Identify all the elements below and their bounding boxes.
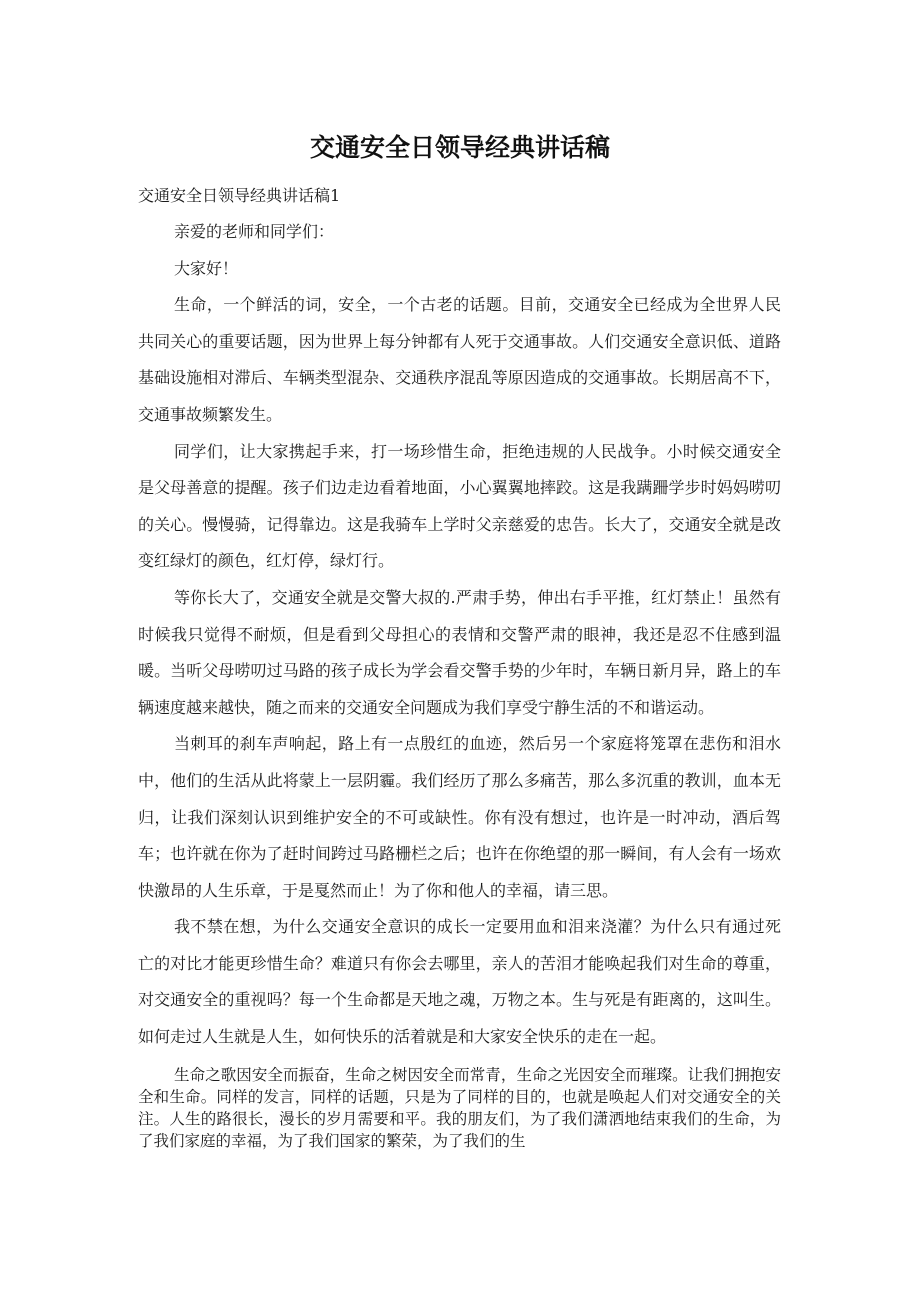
paragraph-2: 同学们，让大家携起手来，打一场珍惜生命，拒绝违规的人民战争。小时候交通安全是父母善意的提醒。孩子们边走边看着地面，小心翼翼地摔跤。这是我蹒跚学步时妈妈唠叨的关心。慢慢骑，记得靠边。这是我骑车上学时父亲慈爱的忠告。长大了，交通安全就是改变红绿灯的颜色，红灯停，绿灯行。: [138, 441, 781, 571]
document-body: [138, 178, 781, 1152]
paragraph-3: 等你长大了，交通安全就是交警大叔的.严肃手势，伸出右手平推，红灯禁止！虽然有时候我只觉得不耐烦，但是看到父母担心的表情和交警严肃的眼神，我还是忍不住感到温暖。当听父母唠叨过马路的孩子成长为学会看交警手势的少年时，车辆日新月异，路上的车辆速度越来越快，随之而来的交通安全问题成为我们享受宁静生活的不和谐运动。: [138, 587, 781, 717]
greeting-line: 亲爱的老师和同学们：: [174, 222, 335, 241]
paragraph-1: 生命，一个鲜活的词，安全，一个古老的话题。目前，交通安全已经成为全世界人民共同关心的重要话题，因为世界上每分钟都有人死于交通事故。人们交通安全意识低、道路基础设施相对滞后、车辆类型混杂、交通秩序混乱等原因造成的交通事故。长期居高不下，交通事故频繁发生。: [138, 295, 781, 424]
paragraph-6: 生命之歌因安全而振奋，生命之树因安全而常青，生命之光因安全而璀璨。让我们拥抱安全和生命。同样的发言，同样的话题，只是为了同样的目的，也就是唤起人们对交通安全的关注。人生的路很长，漫长的岁月需要和平。我的朋友们，为了我们潇洒地结束我们的生命，为了我们家庭的幸福，为了我们国家的繁荣，为了我们的生: [138, 1065, 781, 1150]
paragraph-5: 我不禁在想，为什么交通安全意识的成长一定要用血和泪来浇灌？为什么只有通过死亡的对比才能更珍惜生命？难道只有你会去哪里，亲人的苦泪才能唤起我们对生命的尊重，对交通安全的重视吗？每一个生命都是天地之魂，万物之本。生与死是有距离的，这叫生。如何走过人生就是人生，如何快乐的活着就是和大家安全快乐的走在一起。: [138, 917, 781, 1047]
salutation-line: 大家好！: [174, 258, 239, 278]
page-title: 交通安全日领导经典讲话稿: [309, 133, 610, 162]
section-subtitle: 交通安全日领导经典讲话稿1: [138, 186, 341, 205]
paragraph-4: 当刺耳的刹车声响起，路上有一点殷红的血迹，然后另一个家庭将笼罩在悲伤和泪水中，他们的生活从此将蒙上一层阴霾。我们经历了那么多痛苦，那么多沉重的教训，血本无归，让我们深刻认识到维护安全的不可或缺性。你有没有想过，也许是一时冲动，酒后驾车；也许就在你为了赶时间跨过马路栅栏之后；也许在你绝望的那一瞬间，有人会有一场欢快激昂的人生乐章，于是戛然而止！为了你和他人的幸福，请三思。: [138, 734, 781, 900]
